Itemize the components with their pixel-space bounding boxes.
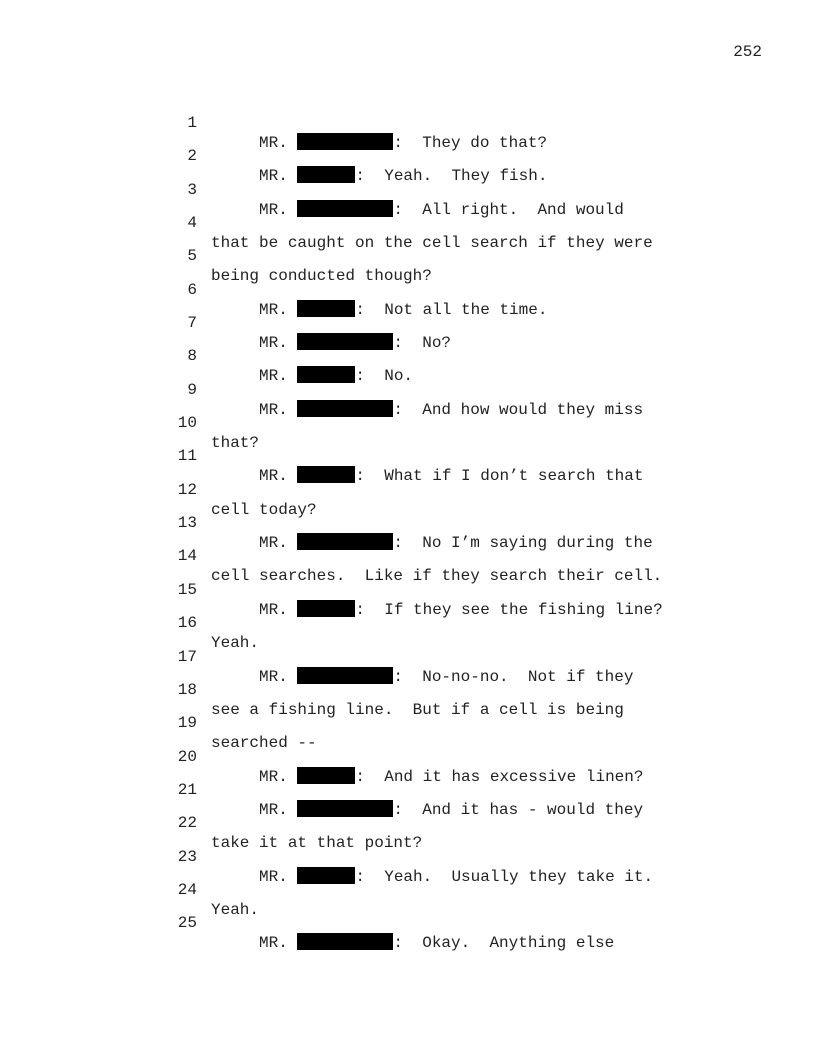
line-number: 22 — [177, 814, 197, 833]
transcript-line — [0, 760, 816, 819]
transcript-line — [0, 293, 816, 353]
speaker-title: MR. — [259, 334, 288, 353]
line-number: 11 — [177, 447, 197, 466]
line-number: 13 — [177, 514, 197, 533]
line-number: 19 — [177, 714, 197, 733]
line-text: searched -- — [211, 734, 317, 753]
transcript-line — [0, 627, 816, 686]
transcript-line — [0, 593, 816, 653]
line-number: 7 — [187, 314, 197, 333]
line-text: Yeah. — [211, 634, 260, 653]
transcript-line — [0, 260, 816, 319]
line-number: 5 — [187, 247, 197, 266]
line-text: : They do that? — [393, 134, 548, 152]
speaker-title: MR. — [259, 134, 288, 152]
speaker-title: MR. — [259, 534, 288, 553]
transcript-line — [0, 226, 816, 286]
line-number: 4 — [187, 214, 197, 233]
speaker-title: MR. — [259, 400, 288, 419]
speaker-title: MR. — [259, 667, 288, 686]
transcript-line — [0, 493, 816, 553]
transcript-line — [0, 93, 816, 152]
line-text: see a fishing line. But if a cell is being — [211, 700, 624, 719]
transcript-line — [0, 460, 816, 519]
transcript-line — [0, 526, 816, 586]
line-number: 9 — [187, 380, 197, 399]
line-text: cell today? — [211, 500, 317, 519]
transcript-line — [0, 893, 816, 953]
line-number: 3 — [187, 180, 197, 199]
transcript-line — [0, 193, 816, 253]
line-text: : No? — [393, 334, 452, 353]
transcript-line — [0, 793, 816, 853]
line-text: : No-no-no. Not if they — [393, 667, 634, 686]
line-number: 8 — [187, 347, 197, 366]
line-text: : If they see the fishing line? — [355, 600, 663, 619]
line-number: 18 — [177, 680, 197, 699]
speaker-title: MR. — [259, 467, 288, 486]
line-text: : And how would they miss — [393, 400, 644, 419]
line-text: Yeah. — [211, 900, 260, 919]
transcript-line — [0, 126, 816, 186]
speaker-title: MR. — [259, 300, 288, 319]
line-number: 21 — [177, 780, 197, 799]
line-text: : No I’m saying during the — [393, 534, 653, 553]
speaker-title: MR. — [259, 367, 288, 386]
speaker-title: MR. — [259, 200, 288, 219]
page-number: 252 — [733, 43, 762, 61]
transcript-line — [0, 160, 816, 219]
transcript-line — [0, 426, 816, 486]
line-text: : What if I don’t search that — [355, 467, 644, 486]
line-number: 10 — [177, 414, 197, 433]
line-text: : No. — [355, 367, 414, 386]
line-text: that be caught on the cell search if they were — [211, 234, 653, 253]
line-number: 25 — [177, 914, 197, 933]
speaker-title: MR. — [259, 867, 288, 886]
line-text: : Yeah. Usually they take it. — [355, 867, 654, 886]
line-text: take it at that point? — [211, 834, 423, 853]
line-text: : Okay. Anything else — [393, 934, 615, 953]
line-number: 16 — [177, 614, 197, 633]
line-text: that? — [211, 434, 260, 453]
line-number: 1 — [187, 114, 197, 132]
line-number: 23 — [177, 847, 197, 866]
line-number: 2 — [187, 147, 197, 166]
line-number: 14 — [177, 547, 197, 566]
line-number: 6 — [187, 280, 197, 299]
line-number: 24 — [177, 880, 197, 899]
line-text: : All right. And would — [393, 200, 624, 219]
speaker-title: MR. — [259, 167, 288, 186]
line-text: cell searches. Like if they search their cell. — [211, 567, 663, 586]
line-number: 20 — [177, 747, 197, 766]
transcript-line — [0, 693, 816, 753]
line-text: : Yeah. They fish. — [355, 167, 548, 186]
transcript-line — [0, 393, 816, 453]
transcript-line — [0, 326, 816, 386]
line-text: : And it has excessive linen? — [355, 767, 644, 786]
speaker-title: MR. — [259, 600, 288, 619]
line-text: being conducted though? — [211, 267, 432, 286]
transcript-line — [0, 360, 816, 419]
transcript-body — [0, 93, 816, 953]
transcript-line — [0, 660, 816, 719]
speaker-title: MR. — [259, 800, 288, 819]
transcript-line — [0, 860, 816, 919]
transcript-line — [0, 727, 816, 786]
line-text: : Not all the time. — [355, 300, 548, 319]
line-text: : And it has - would they — [393, 800, 644, 819]
transcript-line — [0, 827, 816, 886]
redaction-bar — [297, 933, 393, 950]
speaker-title: MR. — [259, 934, 288, 953]
speaker-title: MR. — [259, 767, 288, 786]
line-number: 12 — [177, 480, 197, 499]
line-number: 17 — [177, 647, 197, 666]
line-number: 15 — [177, 580, 197, 599]
transcript-line — [0, 560, 816, 619]
